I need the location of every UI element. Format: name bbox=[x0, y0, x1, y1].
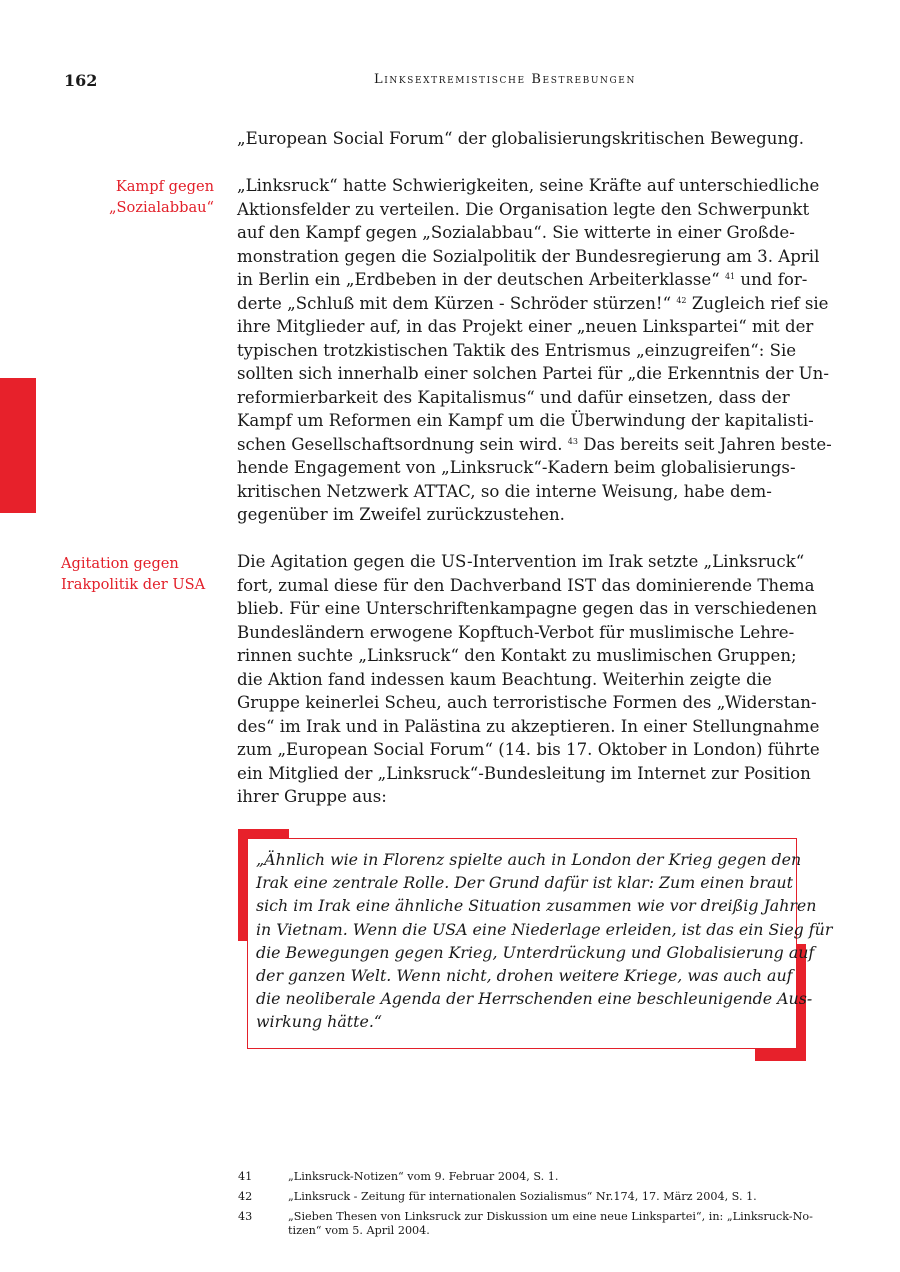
footnote-42: 42 „Linksruck - Zeitung für internationalen Sozialismus“ Nr.174, 17. März 2004, S. 1. bbox=[238, 1190, 757, 1203]
footnote-ref: 43 bbox=[567, 436, 578, 446]
page-number: 162 bbox=[64, 71, 98, 90]
margin-note-irakpolitik: Agitation gegen Irakpolitik der USA bbox=[61, 555, 206, 593]
chapter-side-tab bbox=[0, 378, 36, 513]
margin-note-sozialabbau: Kampf gegen „Sozialabbau“ bbox=[108, 178, 214, 216]
running-title: Linksextremistische Bestrebungen bbox=[374, 72, 636, 87]
paragraph-sozialabbau: „Linksruck“ hatte Schwierigkeiten, seine Kräfte auf unterschiedliche Aktionsfelder zu verteilen. Die Organisation legte den Schwerpunkt auf den Kampf gegen „Sozialabbau“. Sie witterte in einer Großde- monstration gegen die Sozialpolitik der Bundesregierung am 3. April in Berlin ein „Erdbeben in der deutschen Arbeiterklasse“ $^{41}$ und for- derte „Schluß mit dem Kürzen - Schröder stürzen!“ $^{42}$ Zugleich rief sie ihre Mitglieder auf, in das Projekt einer „neuen Linkspartei“ mit der typischen trotzkistischen Taktik des Entrismus „einzugreifen“: Sie sollten sich innerhalb einer solchen Partei für „die Erkenntnis der Un- reformierbarkeit des Kapitalismus“ und dafür einsetzen, dass der Kampf um Reformen ein Kampf um die Überwindung der kapitalisti- schen Gesellschaftsordnung sein wird. $^{43}$ Das bereits seit Jahren beste- hende Engagement von „Linksruck“-Kadern beim globalisierungs- kritischen Netzwerk ATTAC, so die interne Weisung, habe dem- gegenüber im Zweifel zurückzustehen. bbox=[237, 176, 832, 524]
footnote-43: 43 „Sieben Thesen von Linksruck zur Diskussion um eine neue Linkspartei“, in: „Linksruck-No- tizen“ vom 5. April 2004. bbox=[238, 1210, 813, 1237]
intro-line: „European Social Forum“ der globalisierungskritischen Bewegung. bbox=[237, 129, 805, 148]
footnote-ref: 42 bbox=[676, 295, 687, 305]
footnote-ref: 41 bbox=[724, 272, 736, 281]
footnote-41: 41 „Linksruck-Notizen“ vom 9. Februar 2004, S. 1. bbox=[238, 1170, 559, 1183]
quote-text: „Ähnlich wie in Florenz spielte auch in London der Krieg gegen den Irak eine zentrale Rolle. Der Grund dafür ist klar: Zum einen braut sich im Irak eine ähnliche Situation zusammen wie vor dreißig Jahren in Vietnam. Wenn die USA eine Niederlage erleiden, ist das ein Sieg für die Bewegungen gegen Krieg, Unterdrückung und Globalisierung auf der ganzen Welt. Wenn nicht, drohen weitere Kriege, was auch auf die neoliberale Agenda der Herrschenden eine beschleunigende Aus- wirkung hätte.“ bbox=[256, 850, 833, 1032]
paragraph-irakpolitik: Die Agitation gegen die US-Intervention im Irak setzte „Linksruck“ fort, zumal diese für den Dachverband IST das dominierende Thema blieb. Für eine Unterschriftenkampagne gegen das in verschiedenen Bundesländern erwogene Kopftuch-Verbot für muslimische Lehre- rinnen suchte „Linksruck“ den Kontakt zu muslimischen Gruppen; die Aktion fand indessen kaum Beachtung. Weiterhin zeigte die Gruppe keinerlei Scheu, auch terroristische Formen des „Widerstan- des“ im Irak und in Palästina zu akzeptieren. In einer Stellungnahme zum „European Social Forum“ (14. bis 17. Oktober in London) führte ein Mitglied der „Linksruck“-Bundesleitung im Internet zur Position ihrer Gruppe aus: bbox=[237, 552, 820, 806]
footnotes bbox=[238, 1170, 813, 1244]
